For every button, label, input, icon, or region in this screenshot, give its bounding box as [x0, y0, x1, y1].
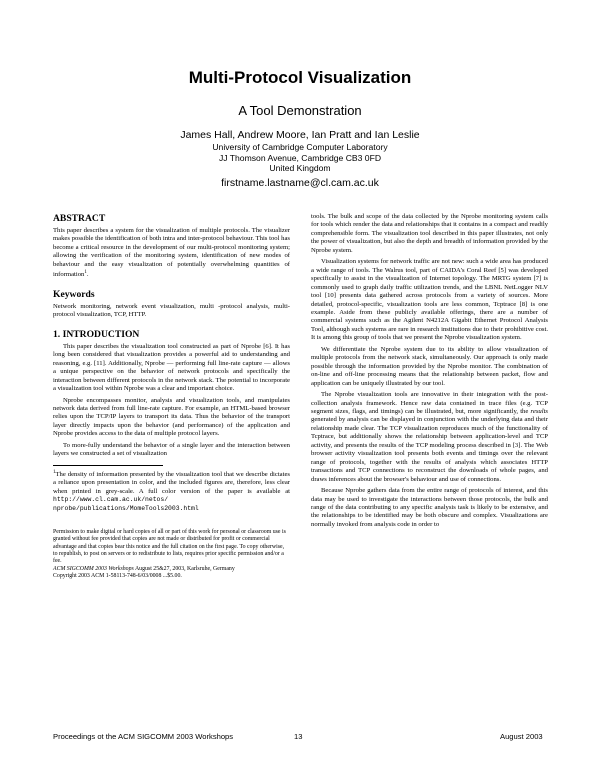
intro-paragraph: To more-fully understand the behavior of a single layer and the interaction between layers we constructed a set of visualization — [53, 441, 290, 458]
keywords-heading: Keywords — [53, 288, 95, 300]
venue-line: ACM SIGCOMM 2003 Workshops August 25&27, 2003, Karlsruhe, Germany — [53, 565, 235, 572]
body-paragraph: Visualization systems for network traffic are not new: such a wide area has produced a wide range of tools. The Walrus tool, part of CAIDA's Coral Reef [5] was developed specifically to assist in the visualization of Internet topology. The MRTG system [7] is commonly used to graph daily traffic utilization trends, and the LBNL NetLogger NLV tool [10] presents data gathered across protocols from a variety of sources. More detailed, protocol-specific, visualization tools are less common, Tcptrace [8] is one example. Aside from these publicly available offerings, there are a number of commercial systems such as the Agilent N4212A Gigabit Ethernet Protocol Analysis Tool, although such systems are rare in research institutions due to their prohibitive cost. It is among this group of tools that we present the Nprobe visualization system. — [311, 258, 548, 342]
affiliation-line: University of Cambridge Computer Laboratory — [212, 142, 388, 152]
body-paragraph: tools. The bulk and scope of the data collected by the Nprobe monitoring system calls for tools which render the data and relationships that it contains in a compact and readily comprehensible form. The visualization tool described in this paper illustrates, not only the power of visualization, but also the depth and breadth of information provided by the Nprobe system. — [311, 213, 548, 254]
page-number: 13 — [294, 732, 303, 741]
introduction-heading: 1. INTRODUCTION — [53, 328, 140, 340]
abstract-text: This paper describes a system for the visualization of multiple protocols. The visualizer makes possible the identification of both intra and inter-protocol behaviour. This tool has become a critical resource in the development of our multi-protocol monitoring system; allowing the verification of the monitoring system, identification of new modes of behaviour and the easy visualization of potentially overwhelming quantities of information$^1$. — [53, 227, 290, 279]
left-column — [53, 213, 290, 580]
right-column — [311, 213, 548, 532]
paper-title: Multi-Protocol Visualization — [188, 68, 412, 87]
footnote-url[interactable]: http://www.cl.cam.ac.uk/netos/ — [53, 496, 169, 504]
footnote: $^1$The density of information presented by the visualization tool that we describe dictates a reliance upon presentation in color, and the included figures are, therefore, less clear when printed in grey-scale. A full color version of the paper is available at http://www.cl.cam.ac.uk/netos/ nprobe/publications/MomeTools2003.html — [53, 469, 290, 512]
author-list: James Hall, Andrew Moore, Ian Pratt and Ian Leslie — [180, 129, 420, 141]
permission-text: Permission to make digital or hard copies of all or part of this work for personal or classroom use is granted without fee provided that copies are not made or distributed for profit or commercial advantage and that copies bear this notice and the full citation on the first page. To copy otherwise, to republish, to post on servers or to redistribute to lists, requires prior specific permission and/or a fee. — [53, 528, 286, 565]
paper-subtitle: A Tool Demonstration — [238, 103, 362, 118]
keywords-text: Network monitoring, network event visualization, multi -protocol analysis, multi-protocol visualization, TCP, HTTP. — [53, 302, 290, 319]
body-paragraph: We differentiate the Nprobe system due to its ability to allow visualization of multiple protocols from the network stack, simultaneously. Our approach is only made possible through the information provided by the Nprobe monitor. The combination of on-line and off-line processing means that the relationship between packet, flow and application can be uniquely illustrated by our tool. — [311, 345, 548, 387]
footnote-url[interactable]: nprobe/publications/MomeTools2003.html — [53, 504, 199, 512]
intro-paragraph: Nprobe encompasses monitor, analysis and visualization tools, and manipulates network data derived from full line-rate capture. For example, an HTML-based browser relies upon the TCP/IP layers to transport its data. Thus the behavior of the transport layer directly impacts upon the behavior (and performance) of the application and Nprobe provides access to the data of multiple protocol layers. — [53, 396, 290, 438]
body-paragraph: Because Nprobe gathers data from the entire range of protocols of interest, and this data may be used to investigate the interactions between those protocols, the bulk and range of the data contributing to any specific analysis task is likely to be extensive, and the relationships to be identified may be both obscure and complex. Visualizations are normally invoked from analysis code in order to — [311, 487, 548, 528]
footer-date: August 2003 — [500, 732, 543, 741]
affiliation-line: United Kingdom — [269, 163, 331, 174]
author-email: firstname.lastname@cl.cam.ac.uk — [221, 177, 379, 189]
footnote-divider — [53, 465, 163, 466]
affiliation-line: JJ Thomson Avenue, Cambridge CB3 0FD — [218, 152, 382, 163]
permission-notice — [53, 529, 290, 580]
copyright-line: Copyright 2003 ACM 1-58113-748-6/03/0008 ...$5.00. — [53, 573, 182, 580]
body-paragraph: The Nprobe visualization tools are innovative in their integration with the post-collection analysis framework. Hence raw data contained in trace files (e.g. TCP segment sizes, flags, and timings) can be illustrated, but, more significantly, the results generated by analysis can be displayed in conjunction with the underlying data and their relationship made clear. The TCP visualization reproduces much of the functionality of Tcptrace, but additionally shows the relationship between application-level and TCP activity, and presents the results of the TCP modeling process described in [3]. The Web browser activity visualization tool presents both events and timings over the relevant range of protocols, together with the results of analysis which associates HTTP transactions and TCP connections to reconstruct the downloads of whole pages, and draws inferences about the browser's behaviour and use of connections. — [311, 391, 548, 483]
affiliation — [0, 142, 600, 174]
abstract-heading: ABSTRACT — [53, 213, 106, 224]
intro-paragraph: This paper describes the visualization tool constructed as part of Nprobe [6]. It has long been considered that visualization provides a powerful aid to understanding and reasoning, e.g. [11]. Additionally, Nprobe — performing full line-rate capture — allows a unique perspective on the behavior of network protocols and specifically the interaction between different protocols in the network stack. The potential to incorporate a visualization tool within Nprobe was a clear and important choice. — [53, 342, 290, 393]
footer-proceedings: Proceedings ot the ACM SIGCOMM 2003 Workshops — [53, 732, 234, 741]
footnote-marker: 1 — [84, 270, 87, 276]
